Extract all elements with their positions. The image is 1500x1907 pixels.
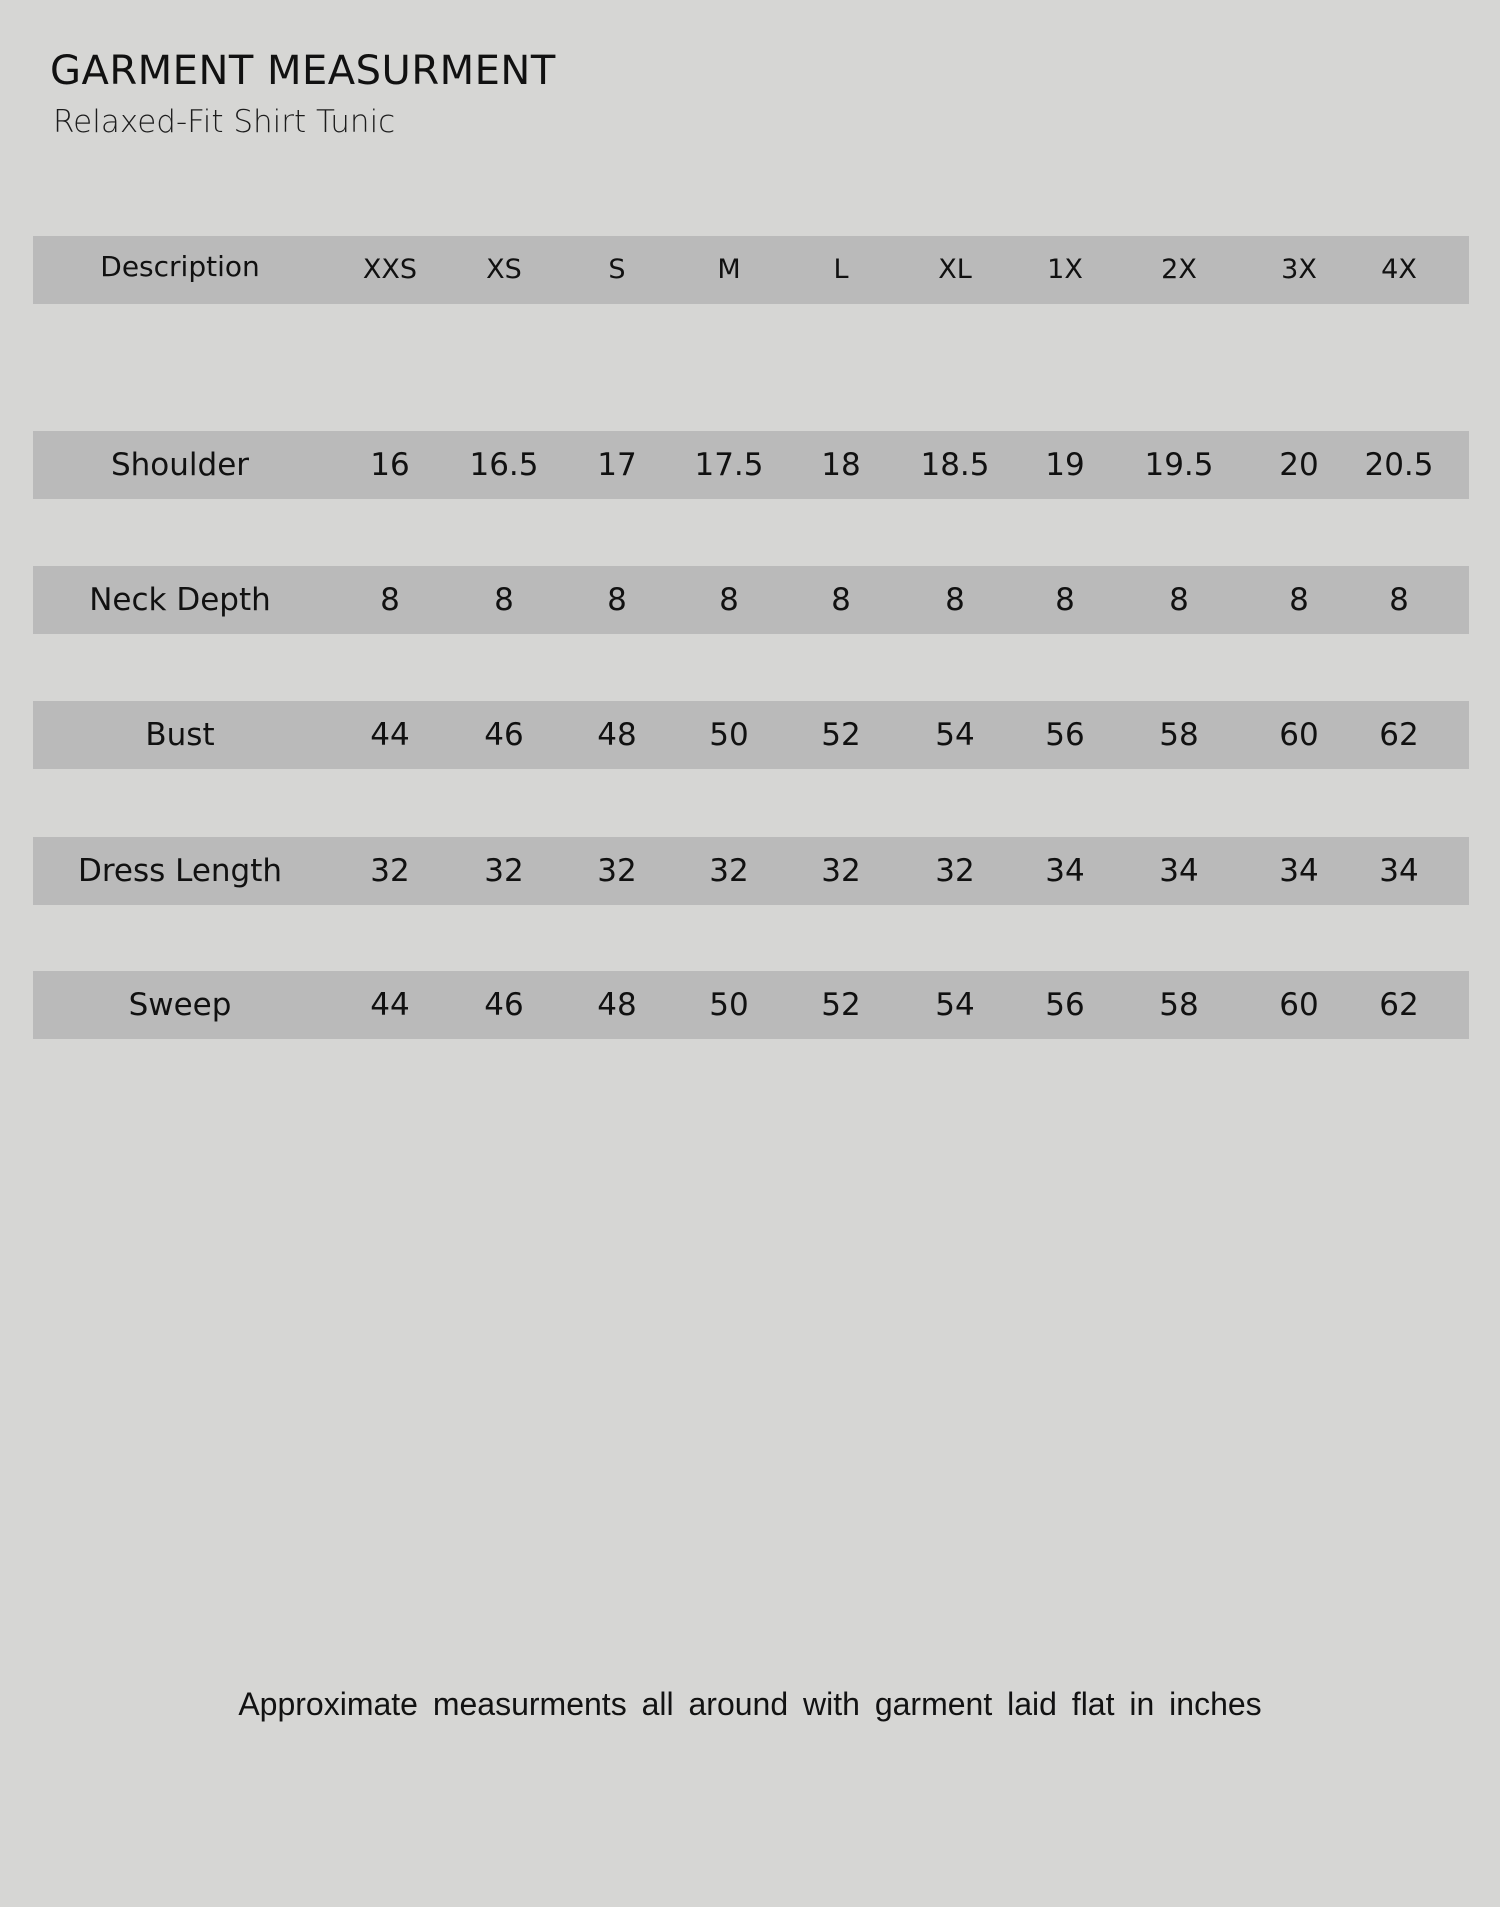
table-row-shoulder bbox=[33, 431, 1469, 499]
table-cell: 8 bbox=[1289, 582, 1309, 618]
table-cell: 16.5 bbox=[469, 447, 539, 483]
row-label: Shoulder bbox=[110, 447, 250, 483]
table-cell: 48 bbox=[597, 987, 637, 1023]
table-header-row bbox=[33, 236, 1469, 304]
size-header-l: L bbox=[833, 254, 849, 285]
measurement-note: Approximate measurments all around with garment laid flat in inches bbox=[238, 1686, 1262, 1722]
table-cell: 18.5 bbox=[920, 447, 990, 483]
table-cell: 56 bbox=[1045, 717, 1085, 753]
table-row-neck-depth bbox=[33, 566, 1469, 634]
table-cell: 17 bbox=[597, 447, 637, 483]
size-header-4x: 4X bbox=[1381, 254, 1417, 285]
size-header-m: M bbox=[717, 254, 741, 285]
table-cell: 32 bbox=[370, 853, 410, 889]
table-cell: 8 bbox=[1055, 582, 1075, 618]
table-cell: 8 bbox=[494, 582, 514, 618]
table-cell: 32 bbox=[821, 853, 861, 889]
table-cell: 20 bbox=[1279, 447, 1319, 483]
size-header-s: S bbox=[608, 254, 626, 285]
table-cell: 62 bbox=[1379, 717, 1419, 753]
table-cell: 18 bbox=[821, 447, 861, 483]
page-title: GARMENT MEASURMENT bbox=[50, 48, 556, 94]
table-cell: 34 bbox=[1279, 853, 1319, 889]
size-header-3x: 3X bbox=[1281, 254, 1317, 285]
table-cell: 56 bbox=[1045, 987, 1085, 1023]
table-cell: 8 bbox=[380, 582, 400, 618]
description-header: Description bbox=[100, 250, 260, 283]
table-cell: 46 bbox=[484, 987, 524, 1023]
table-cell: 32 bbox=[484, 853, 524, 889]
size-header-xl: XL bbox=[938, 254, 972, 285]
table-cell: 8 bbox=[831, 582, 851, 618]
table-cell: 20.5 bbox=[1364, 447, 1434, 483]
table-cell: 46 bbox=[484, 717, 524, 753]
table-row-sweep bbox=[33, 971, 1469, 1039]
table-cell: 8 bbox=[1389, 582, 1409, 618]
table-cell: 62 bbox=[1379, 987, 1419, 1023]
table-cell: 50 bbox=[709, 717, 749, 753]
row-label: Neck Depth bbox=[89, 582, 271, 618]
table-cell: 44 bbox=[370, 987, 410, 1023]
table-cell: 54 bbox=[935, 717, 975, 753]
table-cell: 48 bbox=[597, 717, 637, 753]
table-cell: 54 bbox=[935, 987, 975, 1023]
table-row-bust bbox=[33, 701, 1469, 769]
table-cell: 34 bbox=[1159, 853, 1199, 889]
page-subtitle: Relaxed-Fit Shirt Tunic bbox=[53, 104, 396, 140]
table-cell: 34 bbox=[1045, 853, 1085, 889]
table-cell: 8 bbox=[945, 582, 965, 618]
table-cell: 58 bbox=[1159, 987, 1199, 1023]
table-cell: 17.5 bbox=[694, 447, 764, 483]
table-cell: 58 bbox=[1159, 717, 1199, 753]
row-label: Bust bbox=[145, 717, 215, 753]
table-cell: 60 bbox=[1279, 717, 1319, 753]
table-cell: 60 bbox=[1279, 987, 1319, 1023]
size-header-xs: XS bbox=[486, 254, 522, 285]
table-cell: 44 bbox=[370, 717, 410, 753]
table-cell: 19.5 bbox=[1144, 447, 1214, 483]
table-cell: 16 bbox=[370, 447, 410, 483]
table-cell: 8 bbox=[1169, 582, 1189, 618]
size-header-2x: 2X bbox=[1161, 254, 1197, 285]
table-cell: 32 bbox=[597, 853, 637, 889]
table-row-dress-length bbox=[33, 837, 1469, 905]
row-label: Dress Length bbox=[77, 853, 283, 889]
table-cell: 19 bbox=[1045, 447, 1085, 483]
table-cell: 32 bbox=[709, 853, 749, 889]
size-header-1x: 1X bbox=[1047, 254, 1083, 285]
table-cell: 52 bbox=[821, 987, 861, 1023]
table-cell: 50 bbox=[709, 987, 749, 1023]
table-cell: 52 bbox=[821, 717, 861, 753]
table-cell: 32 bbox=[935, 853, 975, 889]
table-cell: 8 bbox=[607, 582, 627, 618]
table-cell: 8 bbox=[719, 582, 739, 618]
row-label: Sweep bbox=[128, 987, 232, 1023]
table-cell: 34 bbox=[1379, 853, 1419, 889]
size-header-xxs: XXS bbox=[362, 254, 418, 285]
